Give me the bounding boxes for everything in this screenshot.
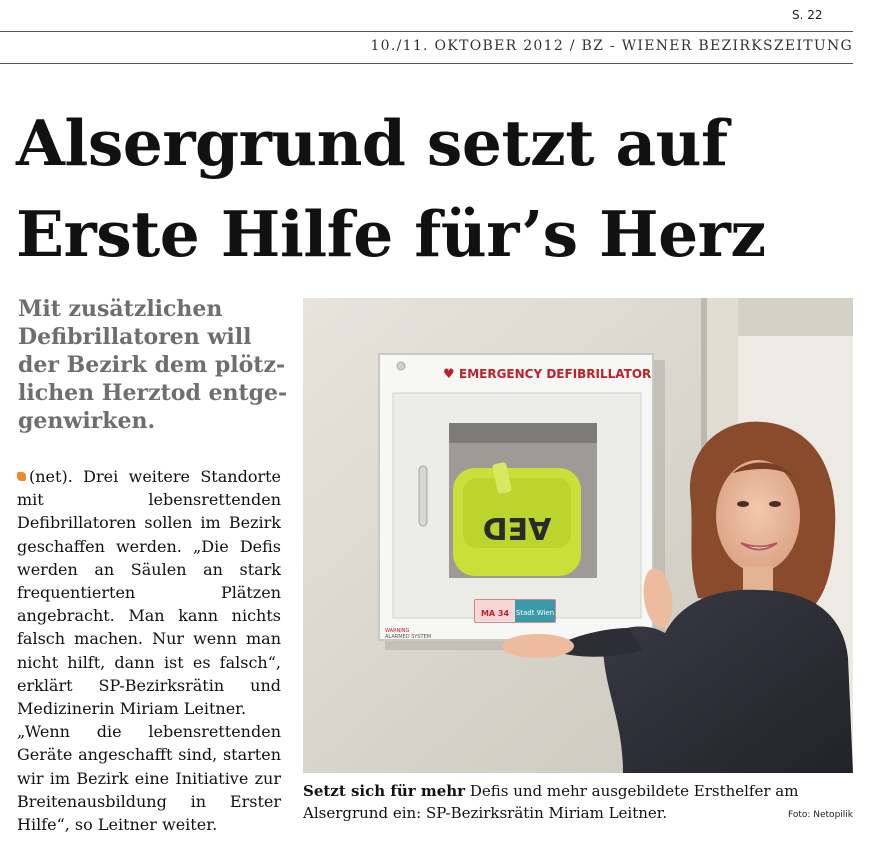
cabinet-label: EMERGENCY DEFIBRILLATOR <box>459 367 652 381</box>
article-body <box>17 465 281 836</box>
subhead-line: Defibrillatoren will <box>18 324 252 350</box>
warning-line-2: ALARMED SYSTEM <box>385 634 432 640</box>
body-paragraph-1 <box>17 465 281 720</box>
caption-text: Defis und mehr ausgebildete Ersthelfer am Alsergrund ein: SP-Bezirksrätin Miriam Leitner. <box>303 782 799 822</box>
header-rule-top <box>0 31 853 32</box>
article-photo <box>303 298 853 773</box>
photo-illustration <box>303 298 853 773</box>
caption-lead: Setzt sich für mehr <box>303 782 466 800</box>
headline-line-1: Alsergrund setzt auf <box>16 106 728 180</box>
subhead-line: der Bezirk dem plötz- <box>18 352 286 378</box>
headline-line-2: Erste Hilfe für’s Herz <box>16 197 766 271</box>
header-rule-bottom <box>0 63 853 64</box>
photo-credit: Foto: Netopilik <box>787 810 853 820</box>
warning-line-1: WARNING <box>385 628 410 634</box>
bullet-marker-icon <box>17 472 26 481</box>
subhead-line: lichen Herztod entge- <box>18 380 288 406</box>
subhead-line: genwirken. <box>18 408 156 434</box>
sticker-left-label: MA 34 <box>480 609 510 618</box>
subhead <box>18 295 290 435</box>
aed-label: AED <box>482 510 552 545</box>
subhead-line: Mit zusätzlichen <box>18 296 223 322</box>
headline <box>16 98 866 280</box>
cabinet-heart-icon: ♥ <box>443 367 455 382</box>
body-paragraph-2: „Wenn die lebensrettenden Geräte angeschafft sind, starten wir im Bezirk eine Initiative zur Breitenausbildung in Erster Hilfe“, so Leitner weiter. <box>17 722 281 835</box>
body-paragraph-1-text: (net). Drei weitere Standorte mit lebensrettenden Defibrillatoren sollen im Bezirk geschaffen werden. „Die Defis werden an Säulen an stark frequentierten Plätzen angebracht. Man kann nichts falsch machen. Nur wenn man nicht hilft, dann ist es falsch“, erklärt SP-Bezirksrätin und Medizinerin Miriam Leitner. <box>17 467 281 719</box>
page-number: S. 22 <box>792 8 823 22</box>
photo-caption <box>303 780 843 824</box>
dateline: 10./11. OKTOBER 2012 / BZ - WIENER BEZIRKSZEITUNG <box>370 38 853 54</box>
sticker-right-label: Stadt Wien <box>515 609 555 617</box>
